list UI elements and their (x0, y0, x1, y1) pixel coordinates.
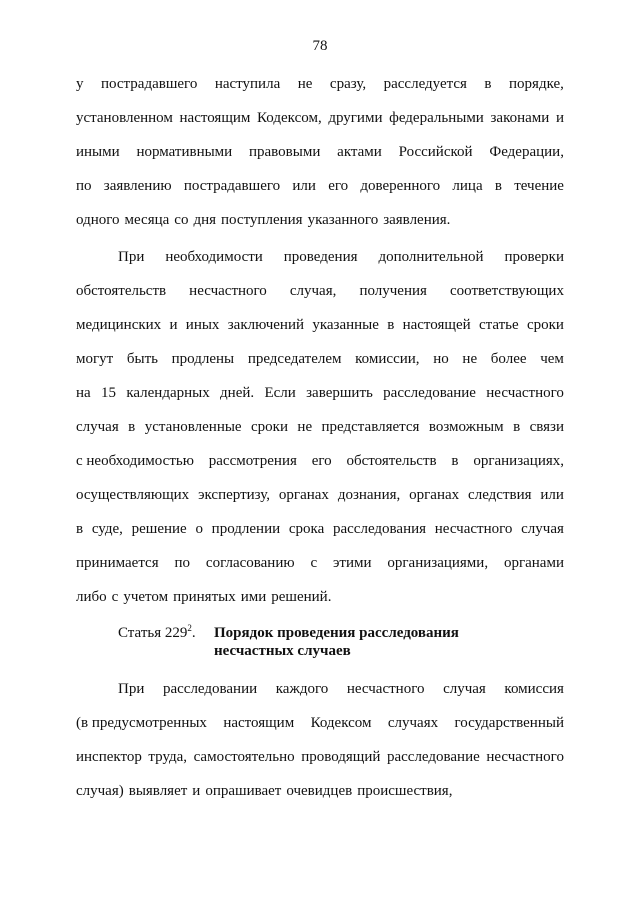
word: законами (490, 110, 550, 126)
word: ими (240, 589, 267, 605)
word: каждого (275, 681, 329, 697)
word: другими (328, 110, 383, 126)
word: расследуется (383, 76, 467, 92)
word: дополнительной (378, 249, 484, 265)
word: течение (514, 178, 564, 194)
word: случая (443, 681, 486, 697)
word: дней. (220, 385, 255, 401)
text-line (76, 706, 564, 740)
word: или (540, 487, 564, 503)
word: установленном (76, 110, 173, 126)
word: не (297, 76, 313, 92)
word: заключений (227, 317, 305, 333)
text-line (76, 342, 564, 376)
word: расследования (332, 521, 427, 537)
word: чем (540, 351, 564, 367)
word: выявляет (128, 783, 188, 799)
text-line (76, 308, 564, 342)
word: поступления (221, 212, 303, 228)
word: случая (76, 419, 119, 435)
word: самостоятельно (193, 749, 295, 765)
word: организациями, (387, 555, 489, 571)
word: и (192, 783, 201, 799)
word: месяца (124, 212, 170, 228)
word: несчастного (434, 521, 513, 537)
word: органами (503, 555, 564, 571)
word: труда, (148, 749, 188, 765)
word: очевидцев (286, 783, 353, 799)
word: осуществляющих (76, 487, 190, 503)
word: продлены (171, 351, 235, 367)
word: в (76, 521, 84, 537)
word: учетом (123, 589, 169, 605)
word: доверенного (360, 178, 441, 194)
word: заявления. (383, 212, 451, 228)
word: с (310, 555, 318, 571)
word: органах (278, 487, 329, 503)
word: Если (264, 385, 296, 401)
text-line (76, 478, 564, 512)
word: комиссия (504, 681, 564, 697)
word: опрашивает (205, 783, 282, 799)
paragraph-2 (76, 240, 564, 614)
word: в (513, 419, 521, 435)
word: или (292, 178, 316, 194)
word: рассмотрения (208, 453, 297, 469)
word: наступила (214, 76, 281, 92)
word: экспертизу, (198, 487, 271, 503)
word: с необходимостью (76, 453, 194, 469)
word: связи (529, 419, 564, 435)
word: обстоятельств (346, 453, 437, 469)
article-label-superscript: 2 (187, 623, 192, 633)
word: более (490, 351, 527, 367)
word: государственный (454, 715, 564, 731)
word: статье (478, 317, 519, 333)
word: с (111, 589, 119, 605)
word: При (118, 681, 145, 697)
word: согласованию (205, 555, 295, 571)
word: проверки (504, 249, 564, 265)
text-line (76, 774, 564, 808)
text-line (76, 410, 564, 444)
word: одного (76, 212, 120, 228)
word: лица (452, 178, 483, 194)
word: При (118, 249, 145, 265)
article-title-line-2: несчастных случаев (214, 643, 351, 659)
word: настоящим (179, 110, 251, 126)
word: срока (288, 521, 325, 537)
word: принятых (173, 589, 236, 605)
word: в (484, 76, 492, 92)
word: председателем (247, 351, 342, 367)
word: со (174, 212, 189, 228)
word: не (462, 351, 478, 367)
word: пострадавшего (101, 76, 198, 92)
article-title-line-1: Порядок проведения расследования (214, 625, 459, 641)
word: нормативными (136, 144, 233, 160)
text-line (76, 274, 564, 308)
page-number: 78 (312, 38, 328, 54)
word: иных (185, 317, 220, 333)
word: в (387, 317, 395, 333)
article-label-suffix: . (191, 625, 196, 641)
word: дознания, (337, 487, 401, 503)
article-label-text: Статья 229 (118, 625, 188, 641)
article-label (118, 624, 196, 642)
word: органах (409, 487, 460, 503)
word: быть (126, 351, 158, 367)
word: правовыми (249, 144, 321, 160)
word: на (76, 385, 91, 401)
text-line (76, 444, 564, 478)
text-line (76, 135, 564, 169)
word: представляется (321, 419, 420, 435)
word: инспектор (76, 749, 142, 765)
word: пострадавшего (183, 178, 281, 194)
word: случая (521, 521, 564, 537)
word: расследование (383, 385, 476, 401)
word: обстоятельств (76, 283, 167, 299)
word: указанного (307, 212, 379, 228)
word: сразу, (329, 76, 367, 92)
word: этими (332, 555, 372, 571)
word: комиссии, (355, 351, 420, 367)
word: расследовании (162, 681, 258, 697)
word: суде, (91, 521, 123, 537)
word: актами (337, 144, 382, 160)
word: Кодексом (310, 715, 372, 731)
word: либо (76, 589, 107, 605)
word: настоящим (223, 715, 295, 731)
word: несчастного (346, 681, 425, 697)
word: и (169, 317, 178, 333)
word: Федерации, (489, 144, 564, 160)
text-line (76, 740, 564, 774)
word: но (433, 351, 449, 367)
word: календарных (126, 385, 210, 401)
article-title (214, 624, 554, 660)
text-line (76, 376, 564, 410)
word: по (76, 178, 92, 194)
word: продлении (211, 521, 281, 537)
word: несчастного (486, 385, 564, 401)
paragraph-3 (76, 672, 564, 808)
word: Российской (398, 144, 473, 160)
word: в (451, 453, 459, 469)
word: о (195, 521, 203, 537)
word: 15 (101, 385, 116, 401)
text-line (76, 546, 564, 580)
word: решение (131, 521, 187, 537)
word: у (76, 76, 84, 92)
word: заявлению (103, 178, 172, 194)
text-line (76, 203, 564, 237)
word: проведения (283, 249, 358, 265)
word: порядке, (509, 76, 564, 92)
text-line (76, 672, 564, 706)
word: в (128, 419, 136, 435)
text-line (76, 67, 564, 101)
word: сроки (526, 317, 564, 333)
word: соответствующих (449, 283, 564, 299)
text-line (76, 240, 564, 274)
text-line (76, 169, 564, 203)
word: его (311, 453, 332, 469)
word: Кодексом, (257, 110, 322, 126)
word: в (494, 178, 502, 194)
word: и (555, 110, 564, 126)
word: случая, (289, 283, 337, 299)
word: завершить (306, 385, 373, 401)
word: настоящей (402, 317, 471, 333)
word: необходимости (165, 249, 263, 265)
text-line (76, 512, 564, 546)
word: происшествия, (357, 783, 453, 799)
text-line (76, 101, 564, 135)
word: решений. (271, 589, 332, 605)
text-line (76, 580, 564, 614)
word: его (328, 178, 349, 194)
word: могут (76, 351, 114, 367)
word: федеральными (389, 110, 484, 126)
word: по (174, 555, 191, 571)
word: не (297, 419, 313, 435)
word: несчастного (486, 749, 564, 765)
word: установленные (144, 419, 242, 435)
word: сроки (251, 419, 288, 435)
word: следствия (468, 487, 532, 503)
word: проводящий (301, 749, 381, 765)
paragraph-1 (76, 67, 564, 237)
word: организациях, (473, 453, 564, 469)
word: возможным (428, 419, 504, 435)
word: (в предусмотренных (76, 715, 207, 731)
word: указанные (312, 317, 379, 333)
word: медицинских (76, 317, 162, 333)
word: иными (76, 144, 120, 160)
word: дня (193, 212, 217, 228)
word: расследование (386, 749, 480, 765)
word: случаях (387, 715, 439, 731)
word: несчастного (189, 283, 267, 299)
word: случая) (76, 783, 124, 799)
word: получения (359, 283, 427, 299)
word: принимается (76, 555, 159, 571)
